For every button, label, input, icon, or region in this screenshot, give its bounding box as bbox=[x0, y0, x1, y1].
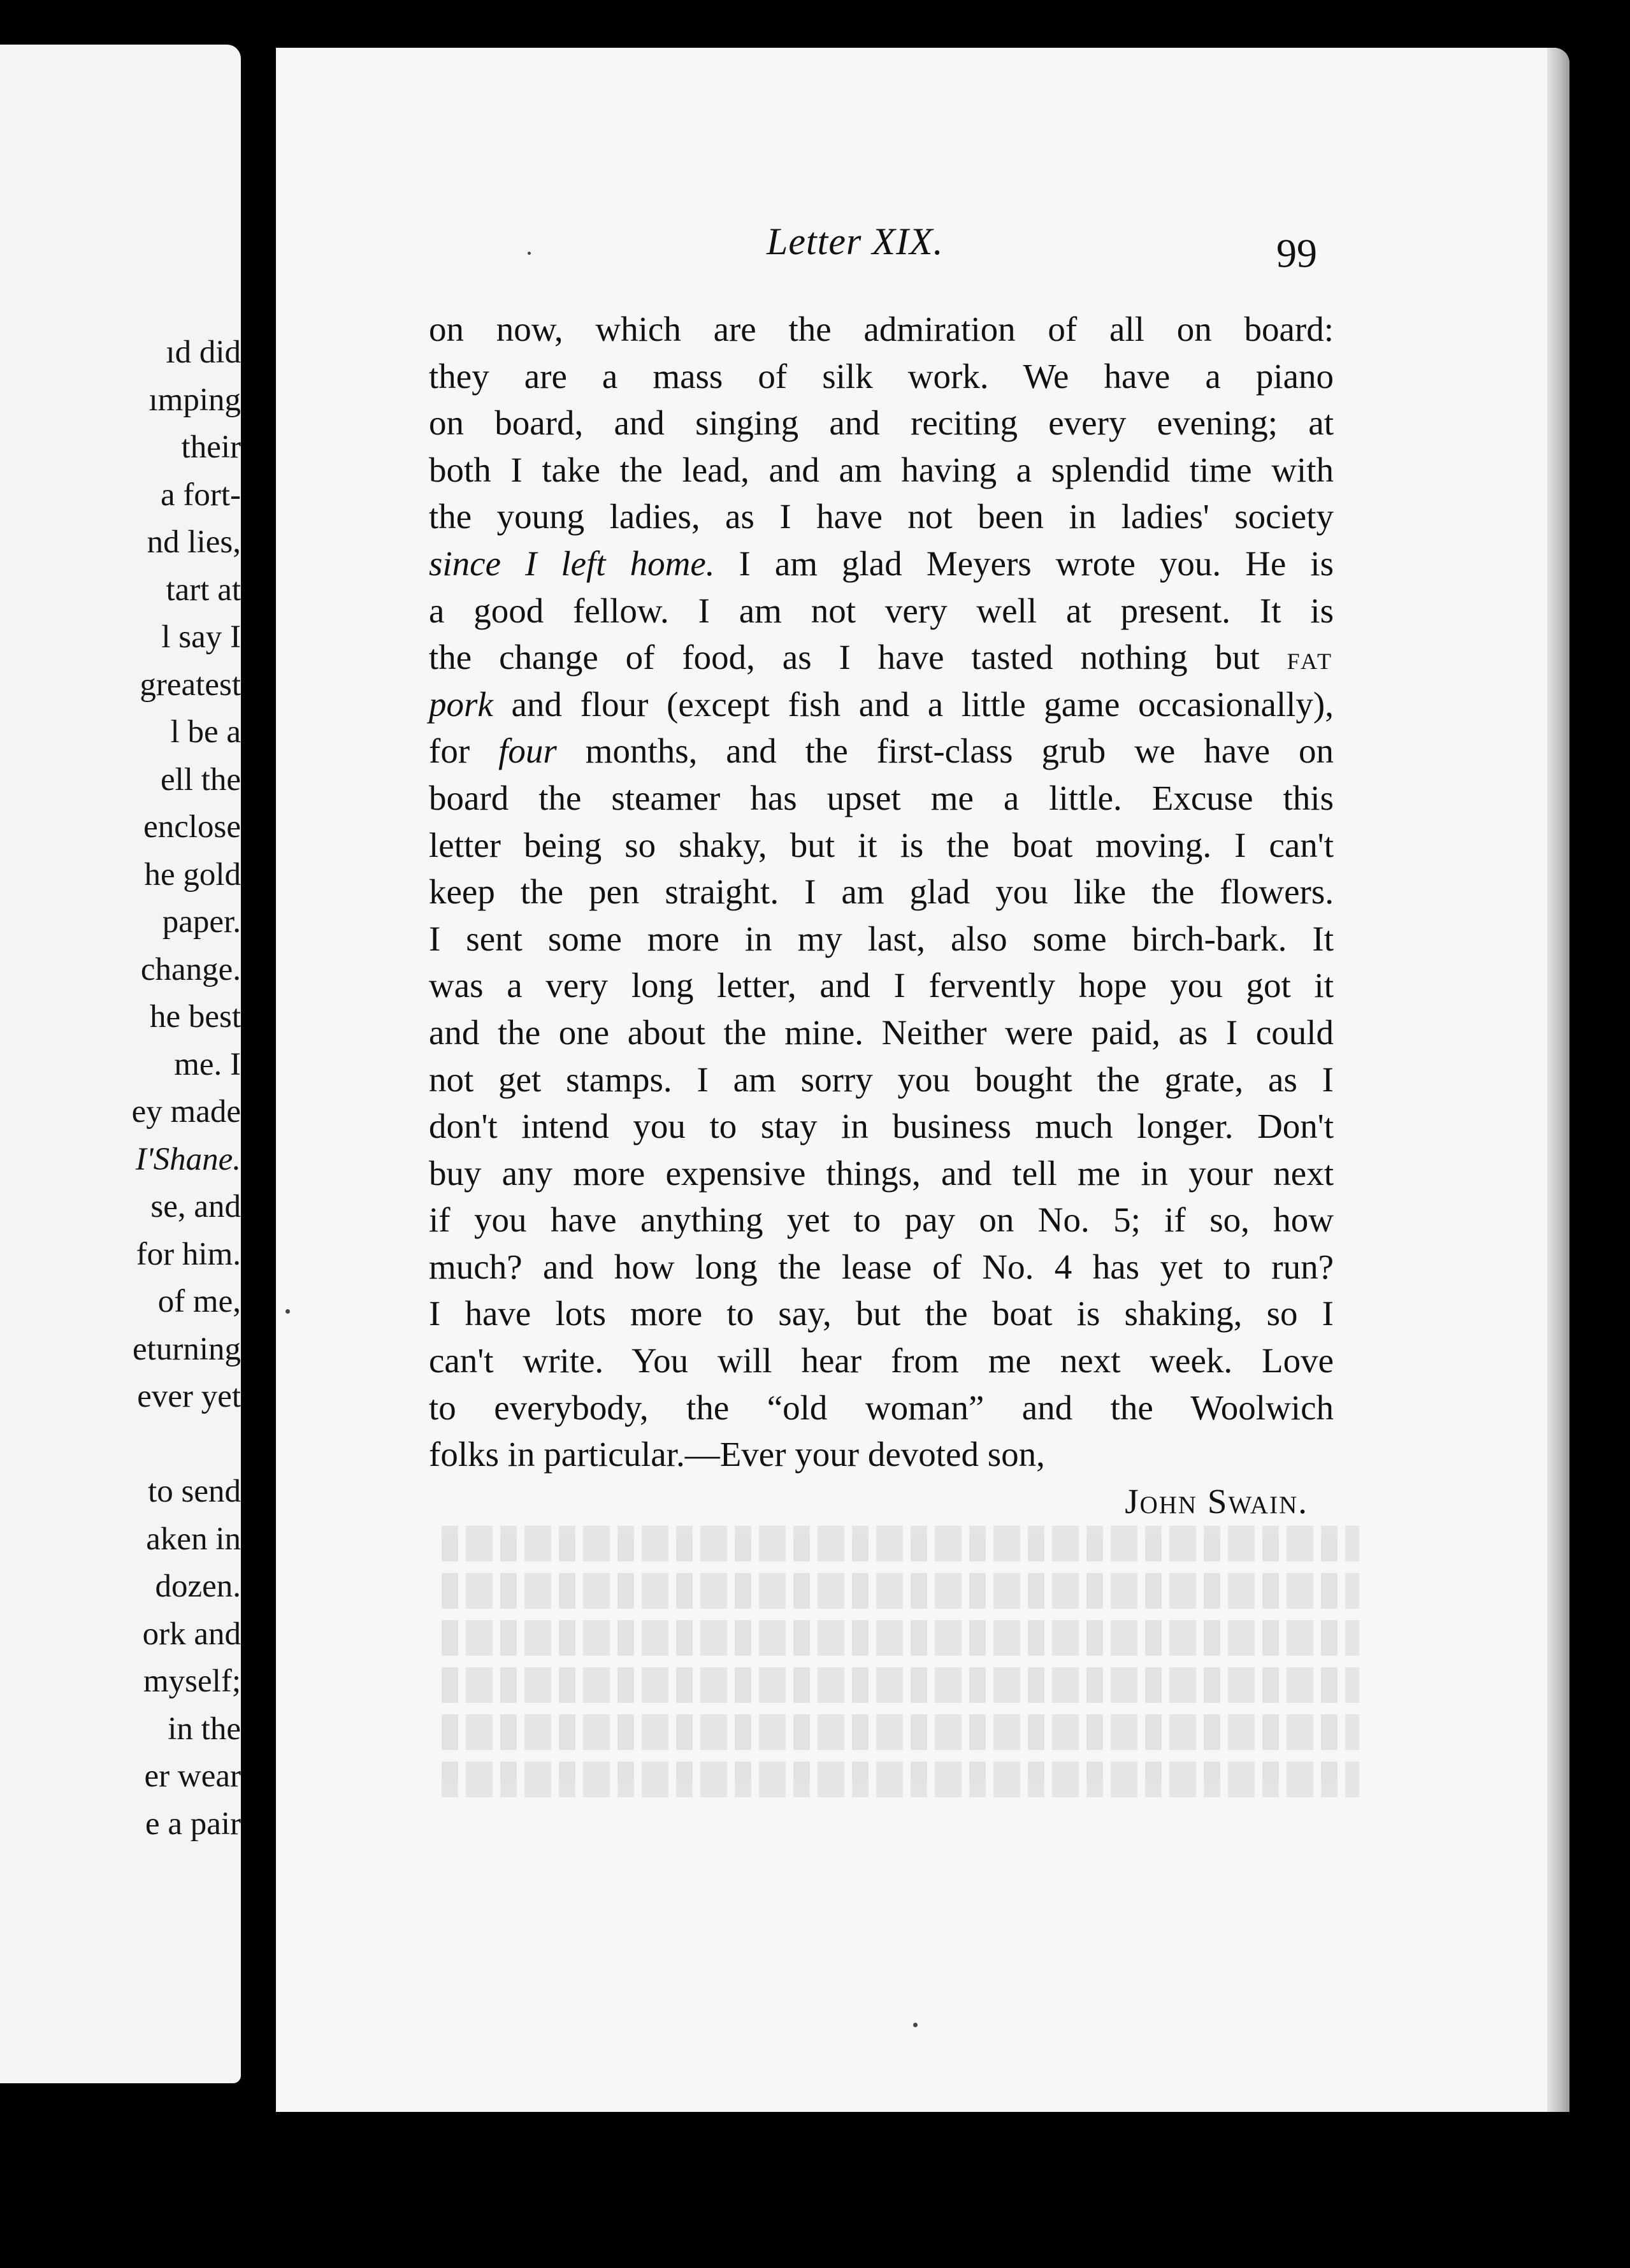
body-line: much? and how long the lease of No. 4 has yet to run? bbox=[429, 1247, 1334, 1286]
body-text: months, and the first-class grub we have on bbox=[556, 731, 1334, 771]
body-line: don't intend you to stay in business much longer. Don't bbox=[429, 1107, 1334, 1146]
body-text: for bbox=[429, 731, 499, 771]
left-fragment-line: he gold bbox=[144, 856, 241, 893]
left-fragment-line: eturning bbox=[133, 1331, 241, 1367]
left-fragment-line: ell the bbox=[160, 761, 241, 798]
body-text: I am glad Meyers wrote you. He is bbox=[714, 543, 1334, 583]
italic-phrase: since I left home. bbox=[429, 543, 715, 583]
left-fragment-line: in the bbox=[168, 1711, 241, 1747]
letter-body bbox=[429, 306, 1334, 1525]
body-line bbox=[429, 681, 1334, 728]
left-fragment-line: er wear bbox=[144, 1758, 241, 1794]
italic-word: pork bbox=[429, 684, 493, 724]
left-fragment-line: greatest bbox=[140, 666, 241, 703]
signature: John Swain. bbox=[1125, 1481, 1308, 1521]
page-edge bbox=[1547, 48, 1569, 2112]
left-fragment-line: to send bbox=[148, 1474, 241, 1509]
body-line: board the steamer has upset me a little. Excuse this bbox=[429, 778, 1334, 817]
book-gutter bbox=[241, 0, 276, 2268]
left-fragment-line: nd lies, bbox=[147, 524, 241, 560]
body-line: if you have anything yet to pay on No. 5; if so, how bbox=[429, 1200, 1334, 1240]
body-text: and flour (except fish and a little game occasionally), bbox=[493, 684, 1334, 724]
left-fragment-line: of me, bbox=[157, 1284, 241, 1319]
left-fragment-line: se, and bbox=[150, 1189, 241, 1224]
body-line: folks in particular.—Ever your devoted son, bbox=[429, 1435, 1045, 1474]
left-fragment-line: ımping bbox=[148, 382, 241, 418]
left-fragment-line: ork and bbox=[142, 1616, 241, 1652]
body-line: to everybody, the “old woman” and the Woolwich bbox=[429, 1388, 1334, 1427]
body-line: I sent some more in my last, also some birch-bark. It bbox=[429, 919, 1334, 958]
left-fragment-line: tart at bbox=[166, 571, 241, 608]
left-fragment-line: l be a bbox=[170, 714, 241, 750]
body-line: can't write. You will hear from me next week. Love bbox=[429, 1341, 1334, 1381]
paper-speck bbox=[285, 1309, 290, 1314]
small-caps-word: fat bbox=[1287, 640, 1334, 677]
body-line: and the one about the mine. Neither were paid, as I could bbox=[429, 1012, 1334, 1052]
left-page-fragment bbox=[0, 45, 241, 2083]
body-line: I have lots more to say, but the boat is shaking, so I bbox=[429, 1294, 1334, 1333]
body-line bbox=[429, 728, 1334, 775]
left-fragment-line: for him. bbox=[136, 1236, 241, 1272]
left-fragment-line: l say I bbox=[161, 619, 241, 655]
body-line: the young ladies, as I have not been in ladies' society bbox=[429, 497, 1334, 536]
body-line: was a very long letter, and I fervently hope you got it bbox=[429, 966, 1334, 1005]
body-line bbox=[429, 540, 1334, 587]
running-head: Letter XIX. bbox=[767, 220, 944, 262]
left-fragment-line: me. I bbox=[174, 1046, 241, 1082]
left-fragment-line: I'Shane. bbox=[135, 1141, 241, 1177]
left-fragment-line: paper. bbox=[162, 904, 241, 940]
body-line: buy any more expensive things, and tell me in your next bbox=[429, 1153, 1334, 1193]
left-fragment-line: a fort- bbox=[160, 477, 241, 513]
body-line: not get stamps. I am sorry you bought the grate, as I bbox=[429, 1059, 1334, 1099]
body-line: a good fellow. I am not very well at present. It is bbox=[429, 591, 1334, 630]
body-line: they are a mass of silk work. We have a piano bbox=[429, 356, 1334, 396]
left-fragment-line: dozen. bbox=[155, 1568, 241, 1604]
italic-word: four bbox=[498, 731, 557, 771]
paper-speck bbox=[528, 252, 531, 255]
left-fragment-line: myself; bbox=[143, 1663, 241, 1699]
body-line: on board, and singing and reciting every evening; at bbox=[429, 403, 1334, 443]
left-fragment-line: change. bbox=[140, 951, 241, 987]
left-fragment-line: e a pair bbox=[145, 1805, 241, 1842]
left-fragment-line: ey made bbox=[131, 1094, 241, 1130]
body-line: both I take the lead, and am having a splendid time with bbox=[429, 450, 1334, 489]
right-page bbox=[276, 48, 1569, 2112]
body-line: keep the pen straight. I am glad you like the flowers. bbox=[429, 872, 1334, 912]
body-line: on now, which are the admiration of all on board: bbox=[429, 310, 1334, 348]
left-fragment-line: he best bbox=[149, 999, 241, 1035]
paper-speck bbox=[913, 2023, 918, 2027]
body-line: letter being so shaky, but it is the boat moving. I can't bbox=[429, 825, 1334, 865]
left-fragment-line: aken in bbox=[146, 1521, 241, 1557]
left-fragment-line: their bbox=[181, 429, 241, 465]
body-line bbox=[429, 634, 1334, 681]
left-fragment-line: ıd did bbox=[166, 334, 241, 370]
left-fragment-line: ever yet bbox=[137, 1379, 241, 1414]
page-number: 99 bbox=[1276, 231, 1317, 276]
show-through-text bbox=[442, 1526, 1359, 1806]
body-text: the change of food, as I have tasted nothing but bbox=[429, 638, 1287, 677]
left-fragment-line: enclose bbox=[143, 809, 241, 845]
